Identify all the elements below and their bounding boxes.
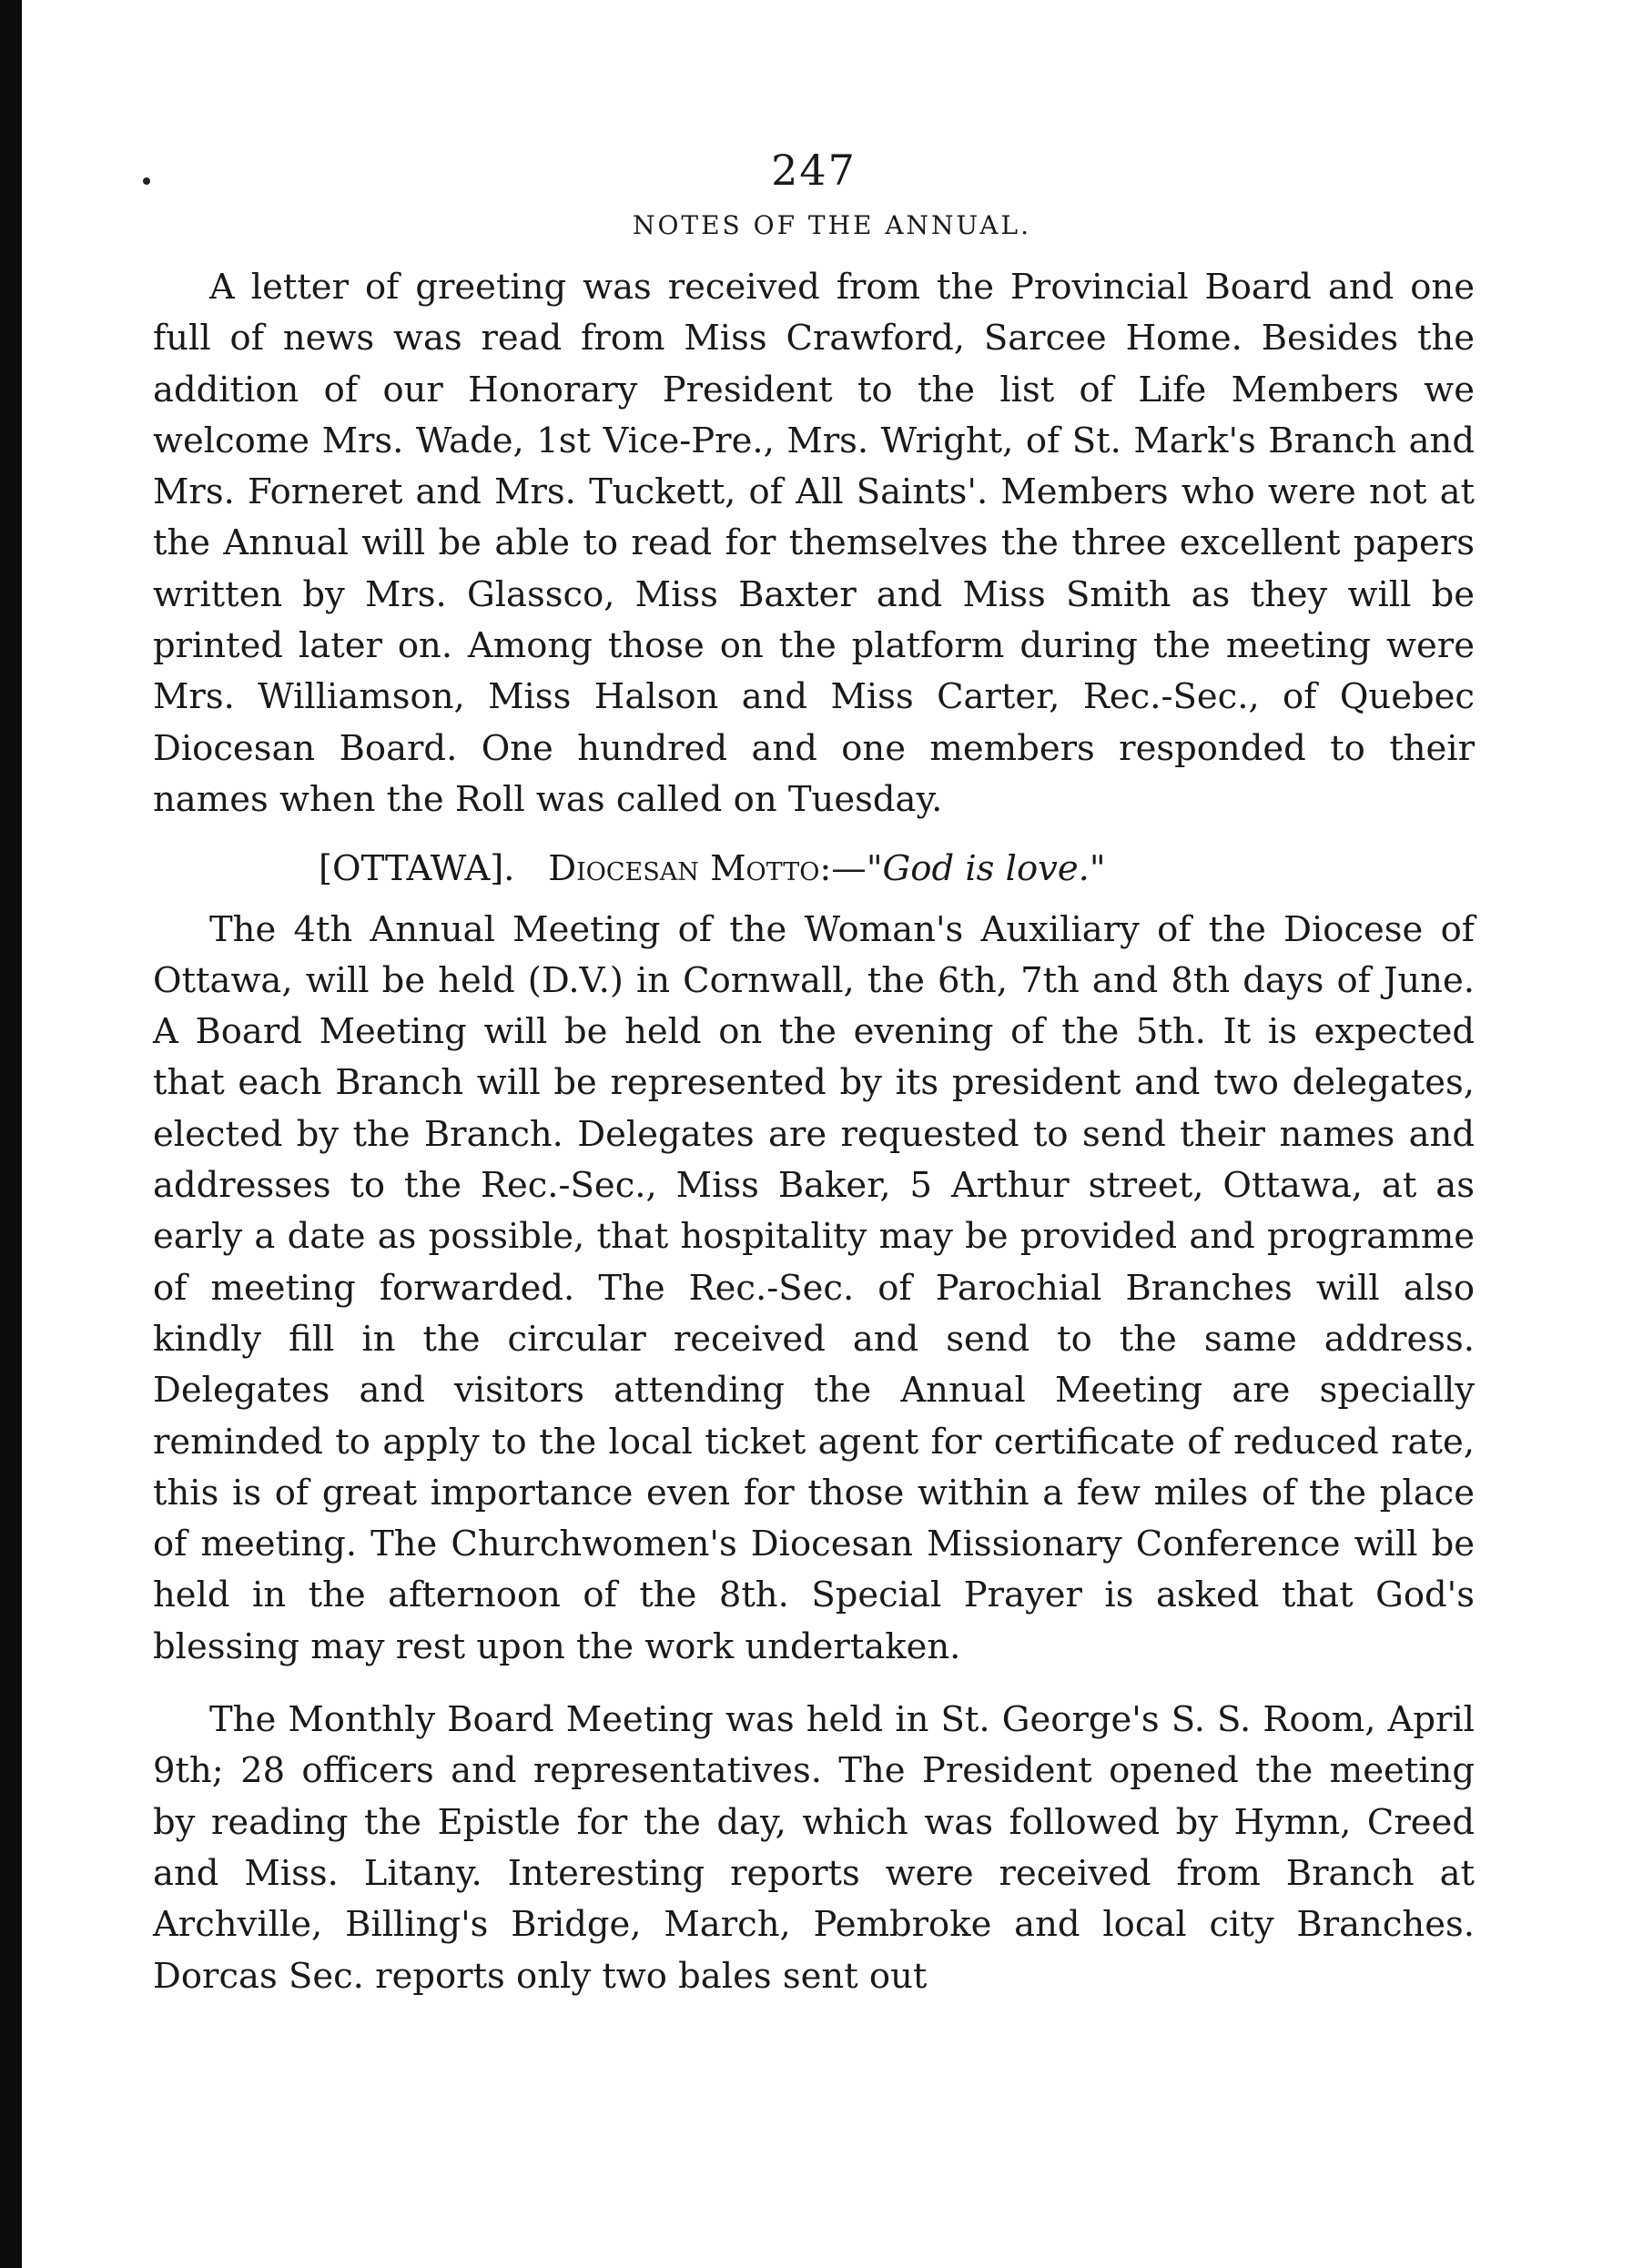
margin-dot: [143, 177, 150, 185]
page-number: 247: [771, 146, 857, 195]
diocesan-motto: [153, 844, 1475, 895]
motto-diocese: [OTTAWA].: [319, 848, 515, 890]
paragraph-annual-meeting: The 4th Annual Meeting of the Woman's Auxiliary of the Diocese of Ottawa, will be held (D.V.) in Cornwall, the 6th, 7th and 8th days of June. A Board Meeting will be held on the evening of the 5th. It is expected that each Branch will be represented by its president and two delegates, elected by the Branch. Delegates are requested to send their names and addresses to the Rec.-Sec., Miss Baker, 5 Arthur street, Ottawa, at as early a date as possible, that hospitality may be provided and programme of meeting forwarded. The Rec.-Sec. of Parochial Branches will also kindly fill in the circular received and send to the same address. Delegates and visitors attending the Annual Meeting are specially reminded to apply to the local ticket agent for certificate of reduced rate, this is of great importance even for those within a few miles of the place of meeting. The Churchwomen's Diocesan Missionary Conference will be held in the afternoon of the 8th. Special Prayer is asked that God's blessing may rest upon the work undertaken.: [153, 908, 1475, 1667]
paragraph-greeting: A letter of greeting was received from the Provincial Board and one full of news was read from Miss Crawford, Sarcee Home. Besides the addition of our Honorary President to the list of Life Members we welcome Mrs. Wade, 1st Vice-Pre., Mrs. Wright, of St. Mark's Branch and Mrs. Forneret and Mrs. Tuckett, of All Saints'. Members who were not at the Annual will be able to read for themselves the three excellent papers written by Mrs. Glassco, Miss Baxter and Miss Smith as they will be printed later on. Among those on the platform during the meeting were Mrs. Williamson, Miss Halson and Miss Carter, Rec.-Sec., of Quebec Diocesan Board. One hundred and one members responded to their names when the Roll was called on Tuesday.: [153, 267, 1475, 820]
paragraph-monthly-board: The Monthly Board Meeting was held in St. George's S. S. Room, April 9th; 28 officers and representatives. The President opened the meeting by reading the Epistle for the day, which was followed by Hymn, Creed and Miss. Litany. Interesting reports were received from Branch at Archville, Billing's Bridge, March, Pembroke and local city Branches. Dorcas Sec. reports only two bales sent out: [153, 1699, 1475, 1997]
page-content: [153, 146, 1475, 2002]
motto-text: "God is love.": [866, 848, 1106, 890]
running-head: NOTES OF THE ANNUAL.: [632, 210, 1032, 240]
binding-edge: [0, 0, 22, 2268]
motto-label: Diocesan Motto:—: [548, 848, 867, 890]
